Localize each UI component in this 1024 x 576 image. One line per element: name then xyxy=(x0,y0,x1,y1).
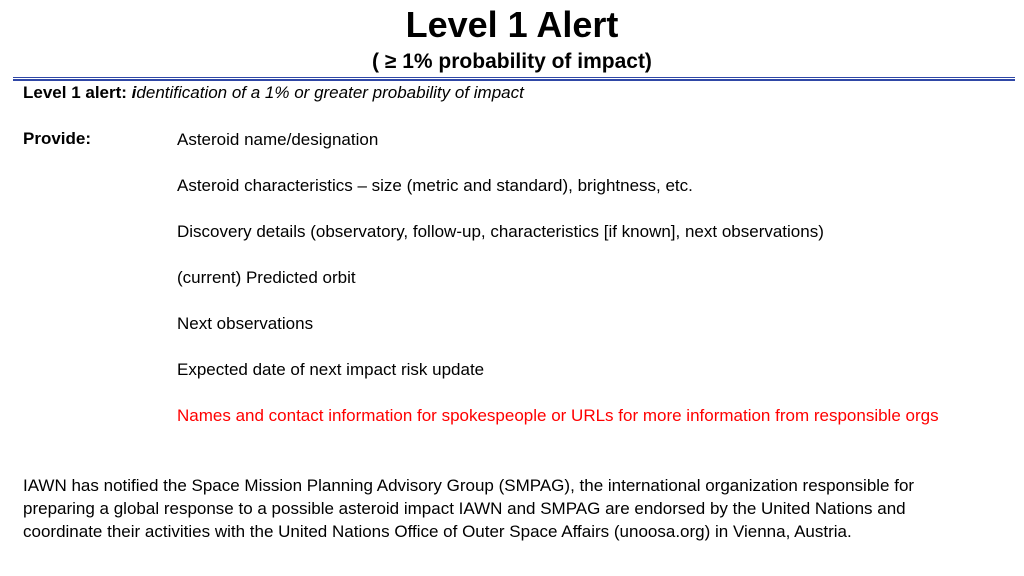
provide-item-discovery: Discovery details (observatory, follow-up, characteristics [if known], next observations) xyxy=(177,222,824,241)
level-definition xyxy=(23,82,524,104)
provide-label: Provide: xyxy=(23,129,92,148)
provide-item-characteristics: Asteroid characteristics – size (metric and standard), brightness, etc. xyxy=(177,176,693,195)
title-divider xyxy=(13,77,1015,81)
provide-item-next-observations: Next observations xyxy=(177,314,314,333)
level-definition-text xyxy=(132,83,524,102)
provide-item-name: Asteroid name/designation xyxy=(177,130,379,149)
level-definition-first-letter: i xyxy=(131,83,137,102)
level-definition-rest: dentification of a 1% or greater probability of impact xyxy=(136,83,524,102)
slide-subtitle: ( ≥ 1% probability of impact) xyxy=(372,50,652,73)
slide-title: Level 1 Alert xyxy=(405,4,619,45)
iawn-paragraph: IAWN has notified the Space Mission Planning Advisory Group (SMPAG), the international organization responsible for preparing a global response to a possible asteroid impact IAWN and SMPAG are endorsed by the United Nations and coordinate their activities with the United Nations Office of Outer Space Affairs (unoosa.org) in Vienna, Austria. xyxy=(23,476,915,541)
provide-item-risk-update: Expected date of next impact risk update xyxy=(177,360,485,379)
provide-item-contacts: Names and contact information for spokespeople or URLs for more information from responsible orgs xyxy=(177,406,939,425)
level-label: Level 1 alert: xyxy=(23,83,132,102)
provide-list xyxy=(177,128,967,450)
provide-item-orbit: (current) Predicted orbit xyxy=(177,268,356,287)
